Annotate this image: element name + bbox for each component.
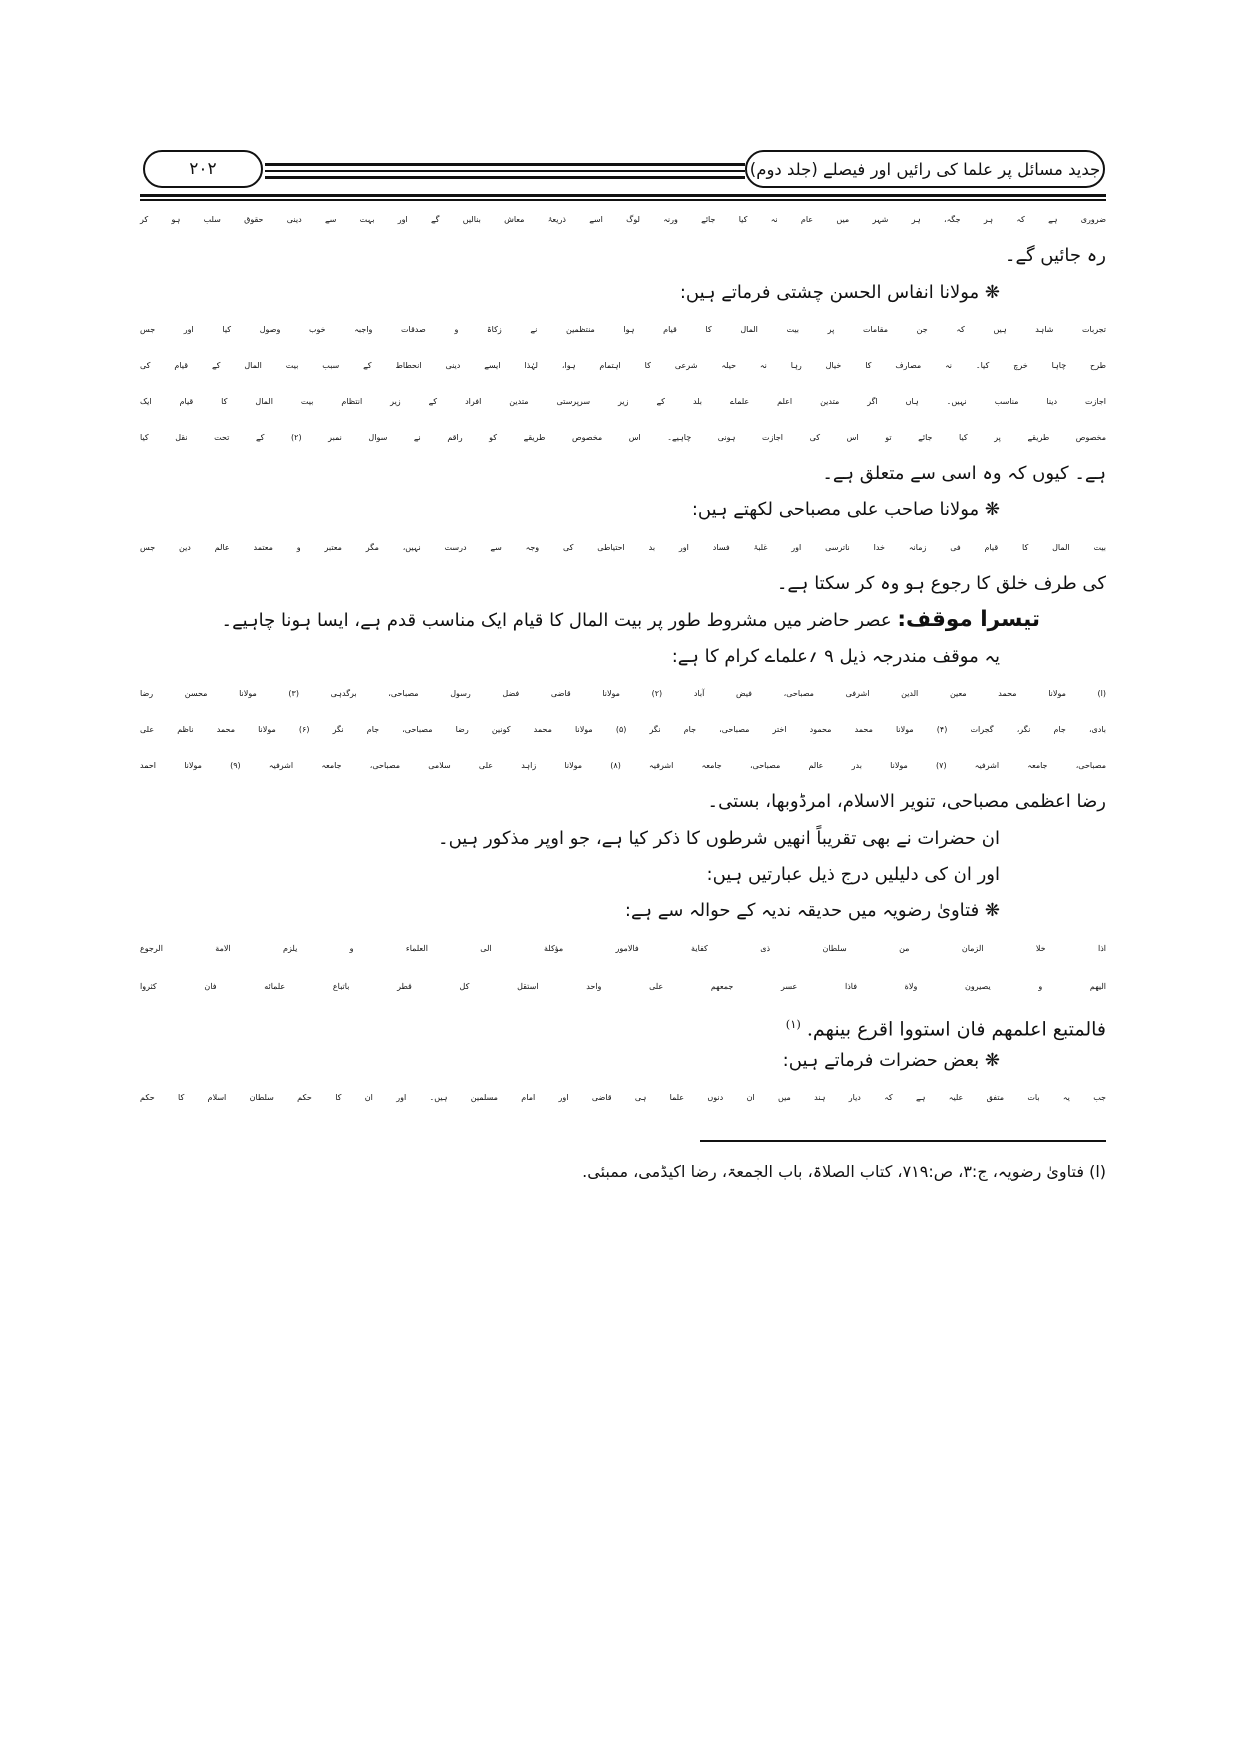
bullet-text: فتاویٰ رضویہ میں حدیقہ ندیہ کے حوالہ سے ہے: [624,900,980,921]
arabic-quote-line [140,1009,1106,1044]
bullet-line [140,278,1000,308]
header-rule [140,194,1106,197]
text-line: بادی، جام نگر، گجرات (۴) مولانا محمد محمود اختر مصباحی، جام نگر (۵) مولانا محمد کونین رضا مصباحی، جام نگر (۶) مولانا محمد ناظم علی [140,725,1107,734]
header-rule [140,199,1106,201]
arabic-quote-text: فالمتبع اعلمهم فان استووا اقرع بينهم. [806,1018,1106,1041]
text-line: اجازت دینا مناسب نہیں۔ ہاں اگر متدین اعلم علماے بلد کے زیر سرپرستی متدین افراد کے زیر انتظام بیت المال کا قیام ایک [140,397,1106,406]
text-line: ان حضرات نے بھی تقریباً انھیں شرطوں کا ذکر کیا ہے، جو اوپر مذکور ہیں۔ [438,828,1000,849]
header-divider [265,176,745,179]
text-line: مصباحی، جامعہ اشرفیہ (۷) مولانا بدر عالم مصباحی، جامعہ اشرفیہ (۸) مولانا زاہد علی سلامی مصباحی، جامعہ اشرفیہ (۹) مولانا احمد [140,761,1106,770]
bullet-text: مولانا صاحب علی مصباحی لکھتے ہیں: [691,499,980,520]
section-heading-line [140,605,1040,636]
arabic-quote-line: اليهم و يصيرون ولاة فاذا عسر جمعهم على واحد استقل كل قطر باتباع علمائه فان كثروا [140,982,1106,991]
header-divider [265,170,745,172]
footnote: (ا) فتاویٰ رضویہ، ج:۳، ص:۷۱۹، کتاب الصلاۃ، باب الجمعۃ، رضا اکیڈمی، ممبئی. [582,1162,1106,1181]
text-line: ضروری ہے کہ ہر جگہ، ہر شہر میں عام نہ کیا جائے ورنہ لوگ اسے ذریعۂ معاش بنالیں گے اور بہت سے دینی حقوق سلب ہو کر [140,215,1106,224]
arabic-quote-line: اذا خلا الزمان من سلطان ذی كفاية فالامور مؤكلة الى العلماء و يلزم الامة الرجوع [140,944,1106,953]
bullet-line [140,1046,1000,1076]
footnote-marker[interactable]: (۱) [785,1017,801,1031]
text-line: یہ موقف مندرجہ ذیل ۹ ؍علماے کرام کا ہے: [671,646,1000,667]
header-divider [265,163,745,166]
bullet-text: بعض حضرات فرماتے ہیں: [782,1050,980,1071]
bullet-text: مولانا انفاس الحسن چشتی فرماتے ہیں: [679,282,980,303]
bullet-line [140,896,1000,926]
bullet-icon: ❋ [984,900,1000,921]
page-number [143,150,263,188]
bullet-line [140,495,1000,525]
text-line: ہے۔ کیوں کہ وہ اسی سے متعلق ہے۔ [822,463,1106,484]
text-line: طرح چاہا خرچ کیا۔ نہ مصارف کا خیال رہا نہ حیلہ شرعی کا اہتمام ہوا، لہٰذا ایسے دینی انحطاط کے سبب بیت المال کے قیام کی [140,361,1107,370]
running-title-text: جدید مسائل پر علما کی رائیں اور فیصلے (جلد دوم) [749,159,1101,179]
bullet-icon: ❋ [984,1050,1000,1071]
bullet-icon: ❋ [984,499,1000,520]
text-line: مخصوص طریقے پر کیا جائے تو اس کی اجازت ہونی چاہیے۔ اس مخصوص طریقے کو راقم نے سوال نمبر (۲) کے تحت نقل کیا [140,433,1106,442]
section-text: عصر حاضر میں مشروط طور پر بیت المال کا قیام ایک مناسب قدم ہے، ایسا ہونا چاہیے۔ [221,610,892,631]
text-line: تجربات شاہد ہیں کہ جن مقامات پر بیت المال کا قیام ہوا منتظمین نے زکاۃ و صدقات واجبہ خوب وصول کیا اور جس [140,325,1106,334]
text-line: بیت المال کا قیام فی زمانہ خدا ناترسی اور غلبۂ فساد اور بد احتیاطی کی وجہ سے درست نہیں، مگر معتبر و معتمد عالم دین جس [140,543,1106,552]
bullet-icon: ❋ [984,282,1000,303]
text-line: جب یہ بات متفق علیہ ہے کہ دیار ہند میں ان دنوں علما ہی قاضی اور امام مسلمین ہیں۔ اور ان کا حکم سلطان اسلام کا حکم [140,1093,1106,1102]
text-line: اور ان کی دلیلیں درج ذیل عبارتیں ہیں: [706,864,1000,885]
footnote-divider [700,1140,1106,1142]
running-title [745,150,1105,188]
text-line: کی طرف خلق کا رجوع ہو وہ کر سکتا ہے۔ [776,573,1106,594]
text-line: رضا اعظمی مصباحی، تنویر الاسلام، امرڈوبھا، بستی۔ [707,791,1106,812]
text-line: (ا) مولانا محمد معین الدین اشرفی مصباحی، فیض آباد (۲) مولانا قاضی فضل رسول مصباحی، برگدہی (۳) مولانا محسن رضا [140,689,1106,698]
page-number-text: ۲۰۲ [189,159,217,179]
section-heading: تیسرا موقف: [897,607,1040,632]
text-line: رہ جائیں گے۔ [1004,245,1106,266]
